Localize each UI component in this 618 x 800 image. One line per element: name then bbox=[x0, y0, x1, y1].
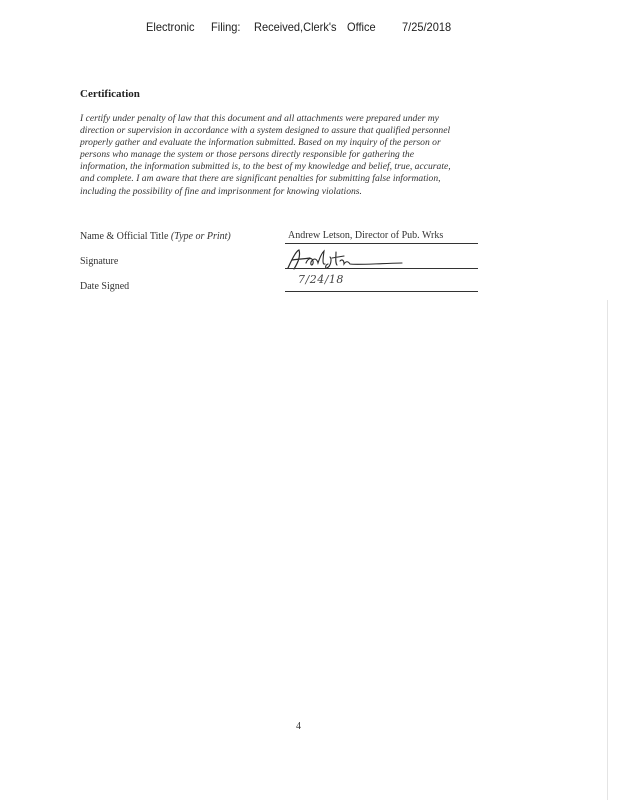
certification-line: I certify under penalty of law that this document and all attachments were prepared under my bbox=[80, 113, 439, 124]
date-signed-value: 7/24/18 bbox=[298, 273, 344, 286]
certification-line: direction or supervision in accordance with a system designed to assure that qualified personnel bbox=[80, 125, 451, 137]
certification-line: properly gather and evaluate the information submitted. Based on my inquiry of the person or bbox=[80, 137, 441, 149]
signature-graphic bbox=[284, 247, 404, 273]
certification-title: Certification bbox=[80, 88, 140, 100]
name-title-line bbox=[285, 243, 478, 244]
filing-header-word-filing: Filing: bbox=[211, 20, 241, 34]
filing-header-word-office: Office bbox=[347, 20, 376, 34]
name-title-label-note: (Type or Print) bbox=[170, 231, 231, 242]
name-title-value: Andrew Letson, Director of Pub. Wrks bbox=[288, 230, 444, 241]
certification-line: including the possibility of fine and imprisonment for knowing violations. bbox=[80, 185, 362, 197]
certification-line: information, the information submitted is, to the best of my knowledge and belief, true, accurate, bbox=[80, 161, 451, 173]
certification-line: persons who manage the system or those persons directly responsible for gathering the bbox=[80, 149, 414, 161]
certification-body bbox=[80, 113, 535, 198]
date-signed-label: Date Signed bbox=[80, 281, 130, 292]
date-signed-line bbox=[285, 291, 478, 292]
page-edge bbox=[607, 300, 608, 800]
certification-line: and complete. I am aware that there are significant penalties for submitting false information, bbox=[80, 173, 441, 185]
filing-header-date: 7/25/2018 bbox=[402, 20, 452, 34]
filing-header-word-received: Received,Clerk's bbox=[254, 20, 337, 34]
signature-line bbox=[285, 268, 478, 269]
page-number: 4 bbox=[296, 721, 301, 732]
filing-header-word-electronic: Electronic bbox=[146, 20, 195, 34]
name-title-label bbox=[80, 231, 231, 242]
signature-label: Signature bbox=[80, 256, 119, 267]
name-title-label-text: Name & Official Title bbox=[80, 231, 169, 242]
